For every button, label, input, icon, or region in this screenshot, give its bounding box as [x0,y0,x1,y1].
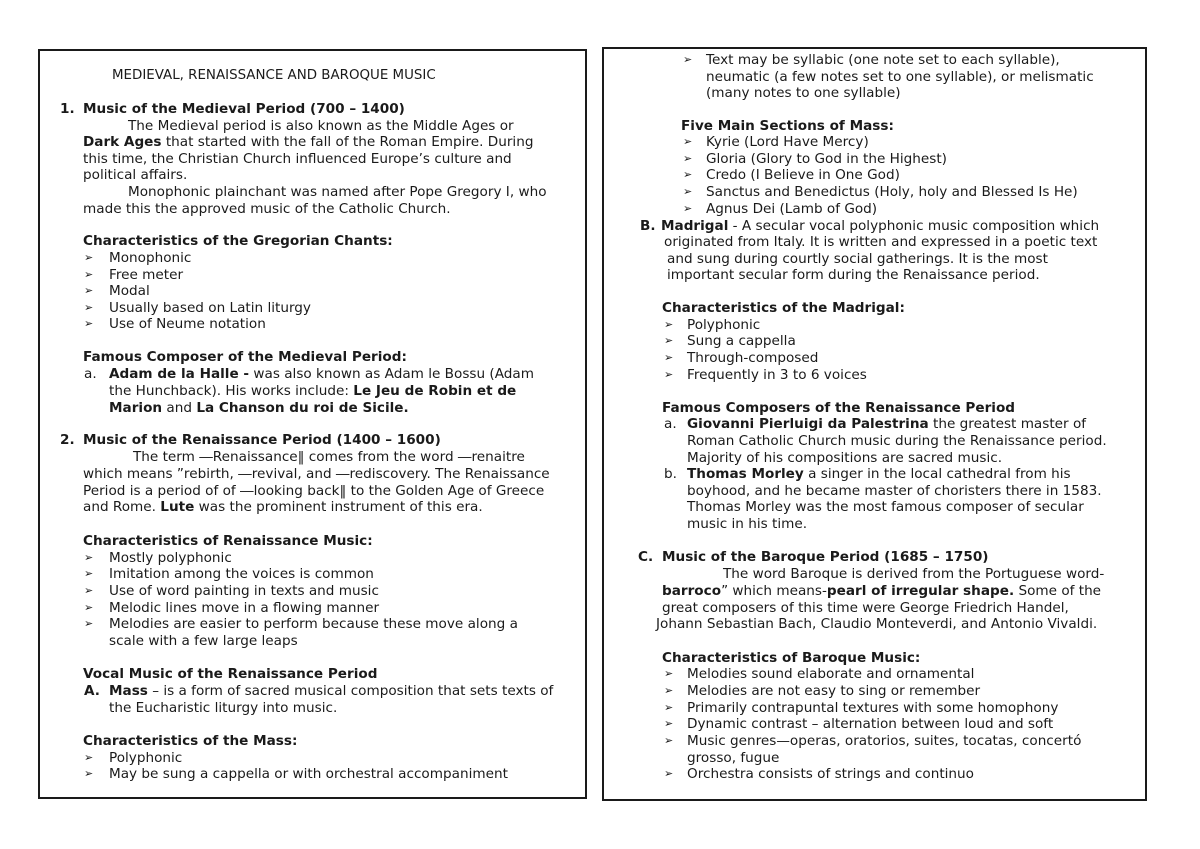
baroque-paragraph-line: Johann Sebastian Bach, Claudio Monteverdi, and Antonio Vivaldi. [656,616,1098,632]
bullet-arrow-icon: ➢ [683,152,693,165]
madrigal-item: Through-composed [687,350,819,366]
text-setting-line: (many notes to one syllable) [706,85,901,101]
baroque-item: Melodies sound elaborate and ornamental [687,666,975,682]
work-title: La Chanson du roi de Sicile. [196,400,409,416]
composer-text: and [162,400,197,416]
bullet-arrow-icon: ➢ [84,551,94,564]
madrigal-item: Polyphonic [687,317,761,333]
baroque-item-continued: grosso, fugue [687,750,780,766]
text-setting-line: neumatic (a few notes set to one syllable), or melismatic [706,69,1094,85]
bullet-arrow-icon: ➢ [683,185,693,198]
medieval-paragraph-line [83,134,533,151]
baroque-paragraph-line [662,583,1101,600]
dark-ages-term: Dark Ages [83,134,162,150]
work-title: Marion [109,400,163,416]
composer-name: Giovanni Pierluigi da Palestrina [687,416,929,432]
list-marker: A. [84,683,100,699]
gregorian-item: Modal [109,283,150,299]
medieval-paragraph-text: that started with the fall of the Roman Empire. During [161,134,534,150]
baroque-item: Melodies are not easy to sing or remember [687,683,981,699]
madrigal-characteristics-heading: Characteristics of the Madrigal: [662,300,905,316]
mass-term: Mass [109,683,148,699]
section-baroque-heading: Music of the Baroque Period (1685 – 1750) [662,549,989,565]
composer-text: was also known as Adam le Bossu (Adam [249,366,534,382]
baroque-item: Orchestra consists of strings and continuo [687,766,974,782]
bullet-arrow-icon: ➢ [84,767,94,780]
bullet-arrow-icon: ➢ [84,317,94,330]
bullet-arrow-icon: ➢ [84,251,94,264]
bullet-arrow-icon: ➢ [664,334,674,347]
list-marker: b. [664,466,677,482]
bullet-arrow-icon: ➢ [683,135,693,148]
composer-text: the Hunchback). His works include: [109,383,354,399]
gregorian-item: Usually based on Latin liturgy [109,300,311,316]
barroco-term: barroco [662,583,722,599]
medieval-paragraph-line: The Medieval period is also known as the Middle Ages or [128,118,514,134]
bullet-arrow-icon: ➢ [664,717,674,730]
gregorian-item: Monophonic [109,250,192,266]
mass-text: – is a form of sacred musical composition that sets texts of [147,683,554,699]
bullet-arrow-icon: ➢ [683,53,693,66]
section-2-heading: Music of the Renaissance Period (1400 – 1600) [83,432,441,448]
bullet-arrow-icon: ➢ [84,751,94,764]
mass-sections-heading: Five Main Sections of Mass: [681,118,894,134]
baroque-paragraph-line: great composers of this time were George Friedrich Handel, [662,600,1069,616]
mass-item: Polyphonic [109,750,183,766]
renaissance-paragraph-line: Period is a period of of ―looking back‖ to the Golden Age of Greece [83,483,545,499]
section-2-number: 2. [60,432,75,448]
composer-name: Thomas Morley [687,466,804,482]
bullet-arrow-icon: ➢ [84,301,94,314]
madrigal-line [661,218,1099,235]
text-setting-line: Text may be syllabic (one note set to each syllable), [706,52,1060,68]
lute-term: Lute [160,499,195,515]
mass-line [109,683,553,700]
bullet-arrow-icon: ➢ [683,168,693,181]
composer-line: Majority of his compositions are sacred music. [687,450,1003,466]
madrigal-text: - A secular vocal polyphonic music composition which [728,218,1100,234]
renaissance-item: Melodies are easier to perform because these move along a [109,616,518,632]
renaissance-characteristics-heading: Characteristics of Renaissance Music: [83,533,373,549]
mass-section-item: Credo (I Believe in One God) [706,167,900,183]
mass-line: the Eucharistic liturgy into music. [109,700,338,716]
bullet-arrow-icon: ➢ [664,318,674,331]
mass-section-item: Kyrie (Lord Have Mercy) [706,134,869,150]
composer-line: music in his time. [687,516,808,532]
plainchant-paragraph-line: made this the approved music of the Catholic Church. [83,201,451,217]
composer-line [109,383,516,400]
mass-section-item: Sanctus and Benedictus (Holy, holy and Blessed Is He) [706,184,1078,200]
renaissance-paragraph-line [83,499,483,516]
gregorian-heading: Characteristics of the Gregorian Chants: [83,233,393,249]
bullet-arrow-icon: ➢ [84,601,94,614]
renaissance-item: Mostly polyphonic [109,550,232,566]
renaissance-item-continued: scale with a few large leaps [109,633,298,649]
composer-text: a singer in the local cathedral from his [803,466,1071,482]
bullet-arrow-icon: ➢ [664,684,674,697]
bullet-arrow-icon: ➢ [84,584,94,597]
list-marker: a. [664,416,677,432]
list-marker: a. [84,366,97,382]
section-1-number: 1. [60,101,75,117]
renaissance-composers-heading: Famous Composers of the Renaissance Period [662,400,1016,416]
composer-line [687,466,1071,483]
madrigal-item: Frequently in 3 to 6 voices [687,367,867,383]
baroque-item: Primarily contrapuntal textures with some homophony [687,700,1059,716]
bullet-arrow-icon: ➢ [683,202,693,215]
bullet-arrow-icon: ➢ [664,734,674,747]
baroque-text: ” which means- [721,583,827,599]
madrigal-line: and sung during courtly social gatherings. It is the most [667,251,1048,267]
composer-line: boyhood, and he became master of choristers there in 1583. [687,483,1102,499]
madrigal-term: Madrigal [661,218,729,234]
gregorian-item: Free meter [109,267,184,283]
medieval-composer-heading: Famous Composer of the Medieval Period: [83,349,407,365]
baroque-paragraph-line: The word Baroque is derived from the Portuguese word- [723,566,1105,582]
mass-section-item: Agnus Dei (Lamb of God) [706,201,878,217]
renaissance-text: was the prominent instrument of this era. [194,499,483,515]
renaissance-text: and Rome. [83,499,161,515]
plainchant-paragraph-line: Monophonic plainchant was named after Pope Gregory I, who [128,184,547,200]
composer-line [687,416,1086,433]
composer-line [109,400,409,417]
list-marker: B. [640,218,656,234]
bullet-arrow-icon: ➢ [664,667,674,680]
bullet-arrow-icon: ➢ [664,368,674,381]
gregorian-item: Use of Neume notation [109,316,266,332]
bullet-arrow-icon: ➢ [84,268,94,281]
mass-characteristics-heading: Characteristics of the Mass: [83,733,298,749]
bullet-arrow-icon: ➢ [84,284,94,297]
bullet-arrow-icon: ➢ [84,617,94,630]
list-marker: C. [638,549,654,565]
baroque-item: Dynamic contrast – alternation between loud and soft [687,716,1054,732]
vocal-music-heading: Vocal Music of the Renaissance Period [83,666,378,682]
madrigal-item: Sung a cappella [687,333,796,349]
composer-line [109,366,534,383]
bullet-arrow-icon: ➢ [664,767,674,780]
renaissance-paragraph-line: which means ”rebirth, ―revival, and ―rediscovery. The Renaissance [83,466,550,482]
bullet-arrow-icon: ➢ [84,567,94,580]
pearl-term: pearl of irregular shape. [826,583,1015,599]
bullet-arrow-icon: ➢ [664,351,674,364]
renaissance-item: Use of word painting in texts and music [109,583,379,599]
mass-section-item: Gloria (Glory to God in the Highest) [706,151,947,167]
section-1-heading: Music of the Medieval Period (700 – 1400) [83,101,405,117]
mass-item: May be sung a cappella or with orchestral accompaniment [109,766,508,782]
renaissance-paragraph-line: The term ―Renaissance‖ comes from the word ―renaitre [133,449,525,465]
composer-line: Roman Catholic Church music during the Renaissance period. [687,433,1107,449]
baroque-item: Music genres—operas, oratorios, suites, tocatas, concertó [687,733,1082,749]
work-title: Le Jeu de Robin et de [353,383,517,399]
renaissance-item: Imitation among the voices is common [109,566,374,582]
bullet-arrow-icon: ➢ [664,701,674,714]
composer-name: Adam de la Halle - [109,366,250,382]
madrigal-line: important secular form during the Renaissance period. [667,267,1040,283]
medieval-paragraph-line: this time, the Christian Church influenced Europe’s culture and [83,151,512,167]
medieval-paragraph-line: political affairs. [83,167,188,183]
madrigal-line: originated from Italy. It is written and expressed in a poetic text [664,234,1098,250]
baroque-text: Some of the [1014,583,1102,599]
baroque-characteristics-heading: Characteristics of Baroque Music: [662,650,921,666]
document-title: MEDIEVAL, RENAISSANCE AND BAROQUE MUSIC [112,68,436,83]
composer-text: the greatest master of [928,416,1087,432]
composer-line: Thomas Morley was the most famous composer of secular [687,499,1084,515]
renaissance-item: Melodic lines move in a flowing manner [109,600,380,616]
